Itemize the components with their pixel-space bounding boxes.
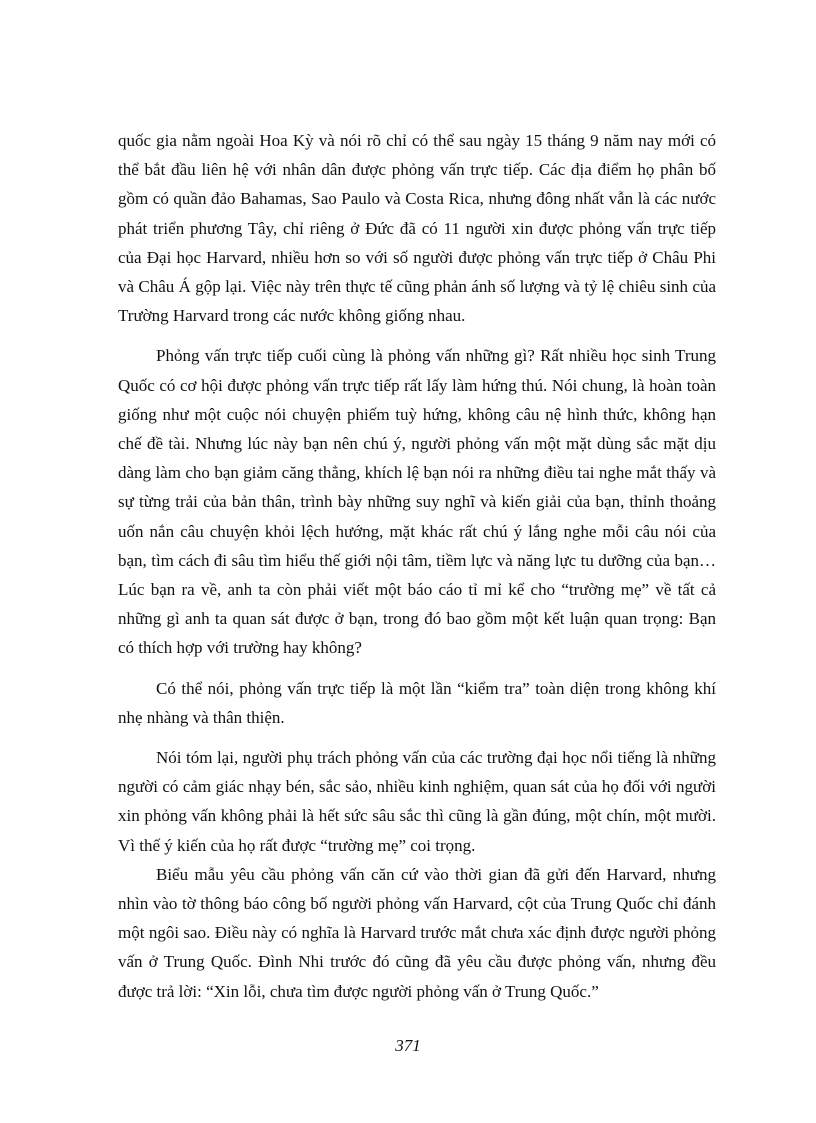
paragraph-interviewer-summary: Nói tóm lại, người phụ trách phỏng vấn của các trường đại học nổi tiếng là những người có cảm giác nhạy bén, sắc sảo, nhiều kinh nghiệm, quan sát của họ đối với người xin phỏng vấn không phải là hết sức sâu sắc thì cũng là gần đúng, một chín, một mười. Vì thế ý kiến của họ rất được “trường mẹ” coi trọng. [118, 748, 716, 855]
paragraph-interview-form: Biểu mẫu yêu cầu phỏng vấn căn cứ vào thời gian đã gửi đến Harvard, nhưng nhìn vào tờ thông báo công bố người phỏng vấn Harvard, cột của Trung Quốc chỉ đánh một ngôi sao. Điều này có nghĩa là Harvard trước mắt chưa xác định được người phỏng vấn ở Trung Quốc. Đình Nhi trước đó cũng đã yêu cầu được phỏng vấn, nhưng đều được trả lời: “Xin lỗi, chưa tìm được người phỏng vấn ở Trung Quốc.” [118, 864, 716, 1001]
body-text [118, 126, 716, 1006]
page-number: 371 [395, 1036, 421, 1055]
paragraph-comprehensive-test: Có thể nói, phỏng vấn trực tiếp là một lần “kiểm tra” toàn diện trong không khí nhẹ nhàng và thân thiện. [118, 678, 716, 727]
paragraph-interview-content: Phỏng vấn trực tiếp cuối cùng là phỏng vấn những gì? Rất nhiều học sinh Trung Quốc có cơ hội được phỏng vấn trực tiếp rất lấy làm hứng thú. Nói chung, là hoàn toàn giống như một cuộc nói chuyện phiếm tuỳ hứng, không câu nệ hình thức, không hạn chế đề tài. Nhưng lúc này bạn nên chú ý, người phỏng vấn một mặt dùng sắc mặt dịu dàng làm cho bạn giảm căng thẳng, khích lệ bạn nói ra những điều tai nghe mắt thấy và sự từng trải của bản thân, trình bày những suy nghĩ và kiến giải của bạn, thỉnh thoảng uốn nắn câu chuyện khỏi lệch hướng, mặt khác rất chú ý lắng nghe mỗi câu nói của bạn, tìm cách đi sâu tìm hiểu thế giới nội tâm, tiềm lực và năng lực tu dưỡng của bạn… Lúc bạn ra về, anh ta còn phải viết một báo cáo tỉ mỉ kể cho “trường mẹ” về tất cả những gì anh ta quan sát được ở bạn, trong đó bao gồm một kết luận quan trọng: Bạn có thích hợp với trường hay không? [118, 346, 716, 658]
paragraph-continuation: quốc gia nằm ngoài Hoa Kỳ và nói rõ chỉ có thể sau ngày 15 tháng 9 năm nay mới có thể bắt đầu liên hệ với nhân dân được phỏng vấn trực tiếp. Các địa điểm họ phân bố gồm có quần đảo Bahamas, Sao Paulo và Costa Rica, nhưng đông nhất vẫn là các nước phát triển phương Tây, chỉ riêng ở Đức đã có 11 người xin được phỏng vấn trực tiếp của Đại học Harvard, nhiều hơn so với số người được phỏng vấn trực tiếp ở Châu Phi và Châu Á gộp lại. Việc này trên thực tế cũng phản ánh số lượng và tỷ lệ chiêu sinh của Trường Harvard trong các nước không giống nhau. [118, 131, 716, 326]
